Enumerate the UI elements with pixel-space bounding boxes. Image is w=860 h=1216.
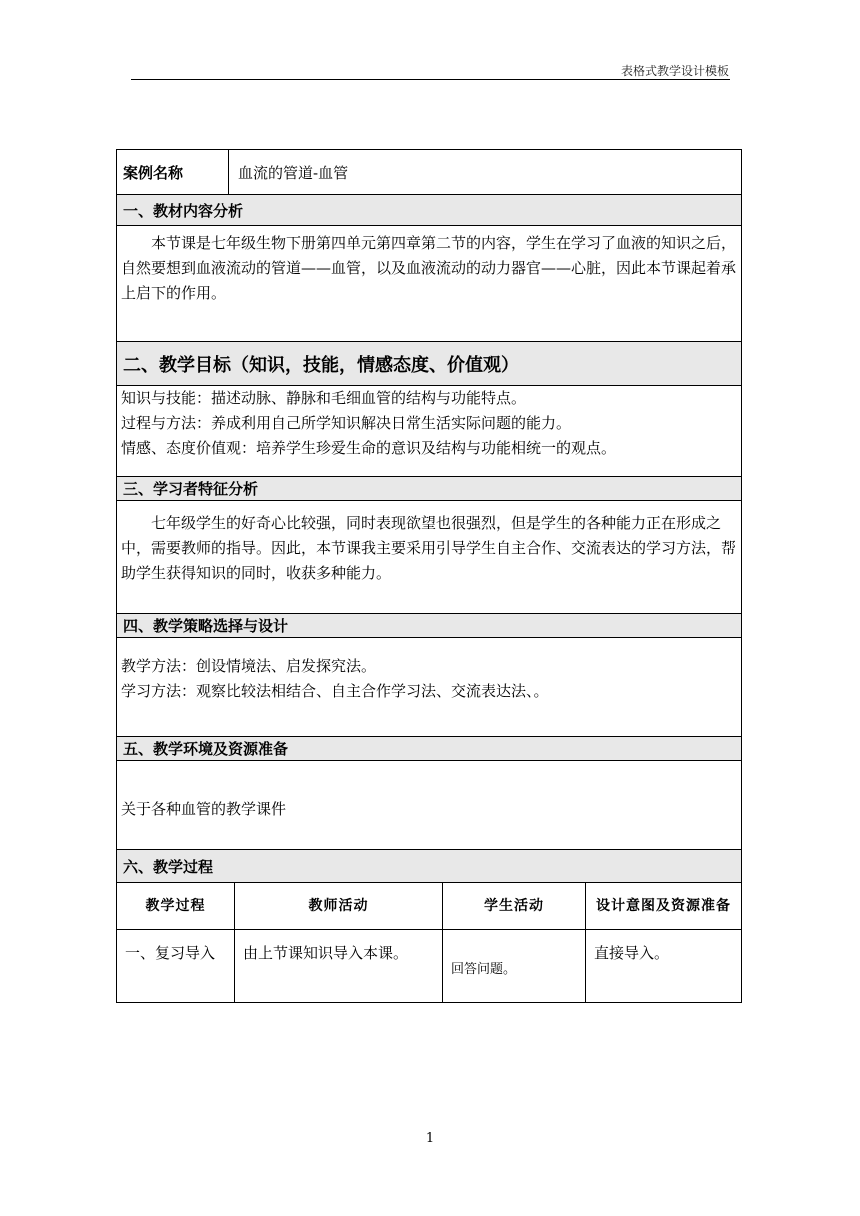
section-4-heading: 四、教学策略选择与设计 (117, 614, 741, 638)
learning-method: 学习方法：观察比较法相结合、自主合作学习法、交流表达法、。 (121, 682, 549, 700)
section-3-paragraph: 七年级学生的好奇心比较强，同时表现欲望也很强烈，但是学生的各种能力正在形成之中，需要教师的指导。因此，本节课我主要采用引导学生自主合作、交流表达的学习方法，帮助学生获得知识的同时，收获多种能力。 (121, 514, 737, 582)
section-4-content (117, 638, 741, 737)
resource-text: 关于各种血管的教学课件 (121, 800, 287, 818)
case-name-label: 案例名称 (117, 150, 229, 194)
col-header-process: 教学过程 (117, 883, 235, 929)
section-6-heading: 六、教学过程 (117, 850, 741, 883)
col-header-teacher: 教师活动 (235, 883, 443, 929)
student-activity-cell: 回答问题。 (443, 930, 586, 1002)
section-2-content (117, 386, 741, 477)
section-5-content (117, 761, 741, 850)
section-1-paragraph: 本节课是七年级生物下册第四单元第四章第二节的内容，学生在学习了血液的知识之后，自然要想到血液流动的管道——血管，以及血液流动的动力器官——心脏，因此本节课起着承上启下的作用。 (121, 234, 737, 302)
section-3-heading: 三、学习者特征分析 (117, 477, 741, 501)
lesson-plan-table (116, 149, 742, 1003)
section-1-content (117, 226, 741, 342)
section-2-heading: 二、教学目标（知识，技能，情感态度、价值观） (117, 342, 741, 386)
header-divider (131, 79, 730, 80)
case-name-row (117, 150, 741, 195)
case-name-value: 血流的管道-血管 (238, 163, 349, 182)
process-table-header (117, 883, 741, 930)
col-header-student: 学生活动 (443, 883, 586, 929)
objective-process: 过程与方法：养成利用自己所学知识解决日常生活实际问题的能力。 (121, 414, 572, 432)
section-5-heading: 五、教学环境及资源准备 (117, 737, 741, 761)
page-header-title: 表格式教学设计模板 (620, 64, 729, 78)
teaching-method: 教学方法：创设情境法、启发探究法。 (121, 657, 377, 675)
section-1-heading: 一、教材内容分析 (117, 195, 741, 226)
design-intent-cell: 直接导入。 (594, 944, 670, 962)
objective-knowledge: 知识与技能：描述动脉、静脉和毛细血管的结构与功能特点。 (121, 389, 527, 407)
teacher-activity-cell: 由上节课知识导入本课。 (235, 930, 443, 1002)
objective-emotion: 情感、态度价值观：培养学生珍爱生命的意识及结构与功能相统一的观点。 (121, 439, 617, 457)
table-row (117, 930, 741, 1002)
process-step-cell: 一、复习导入 (117, 930, 235, 1002)
col-header-intent: 设计意图及资源准备 (596, 897, 731, 914)
section-3-content (117, 501, 741, 614)
page-number: 1 (425, 1131, 435, 1146)
